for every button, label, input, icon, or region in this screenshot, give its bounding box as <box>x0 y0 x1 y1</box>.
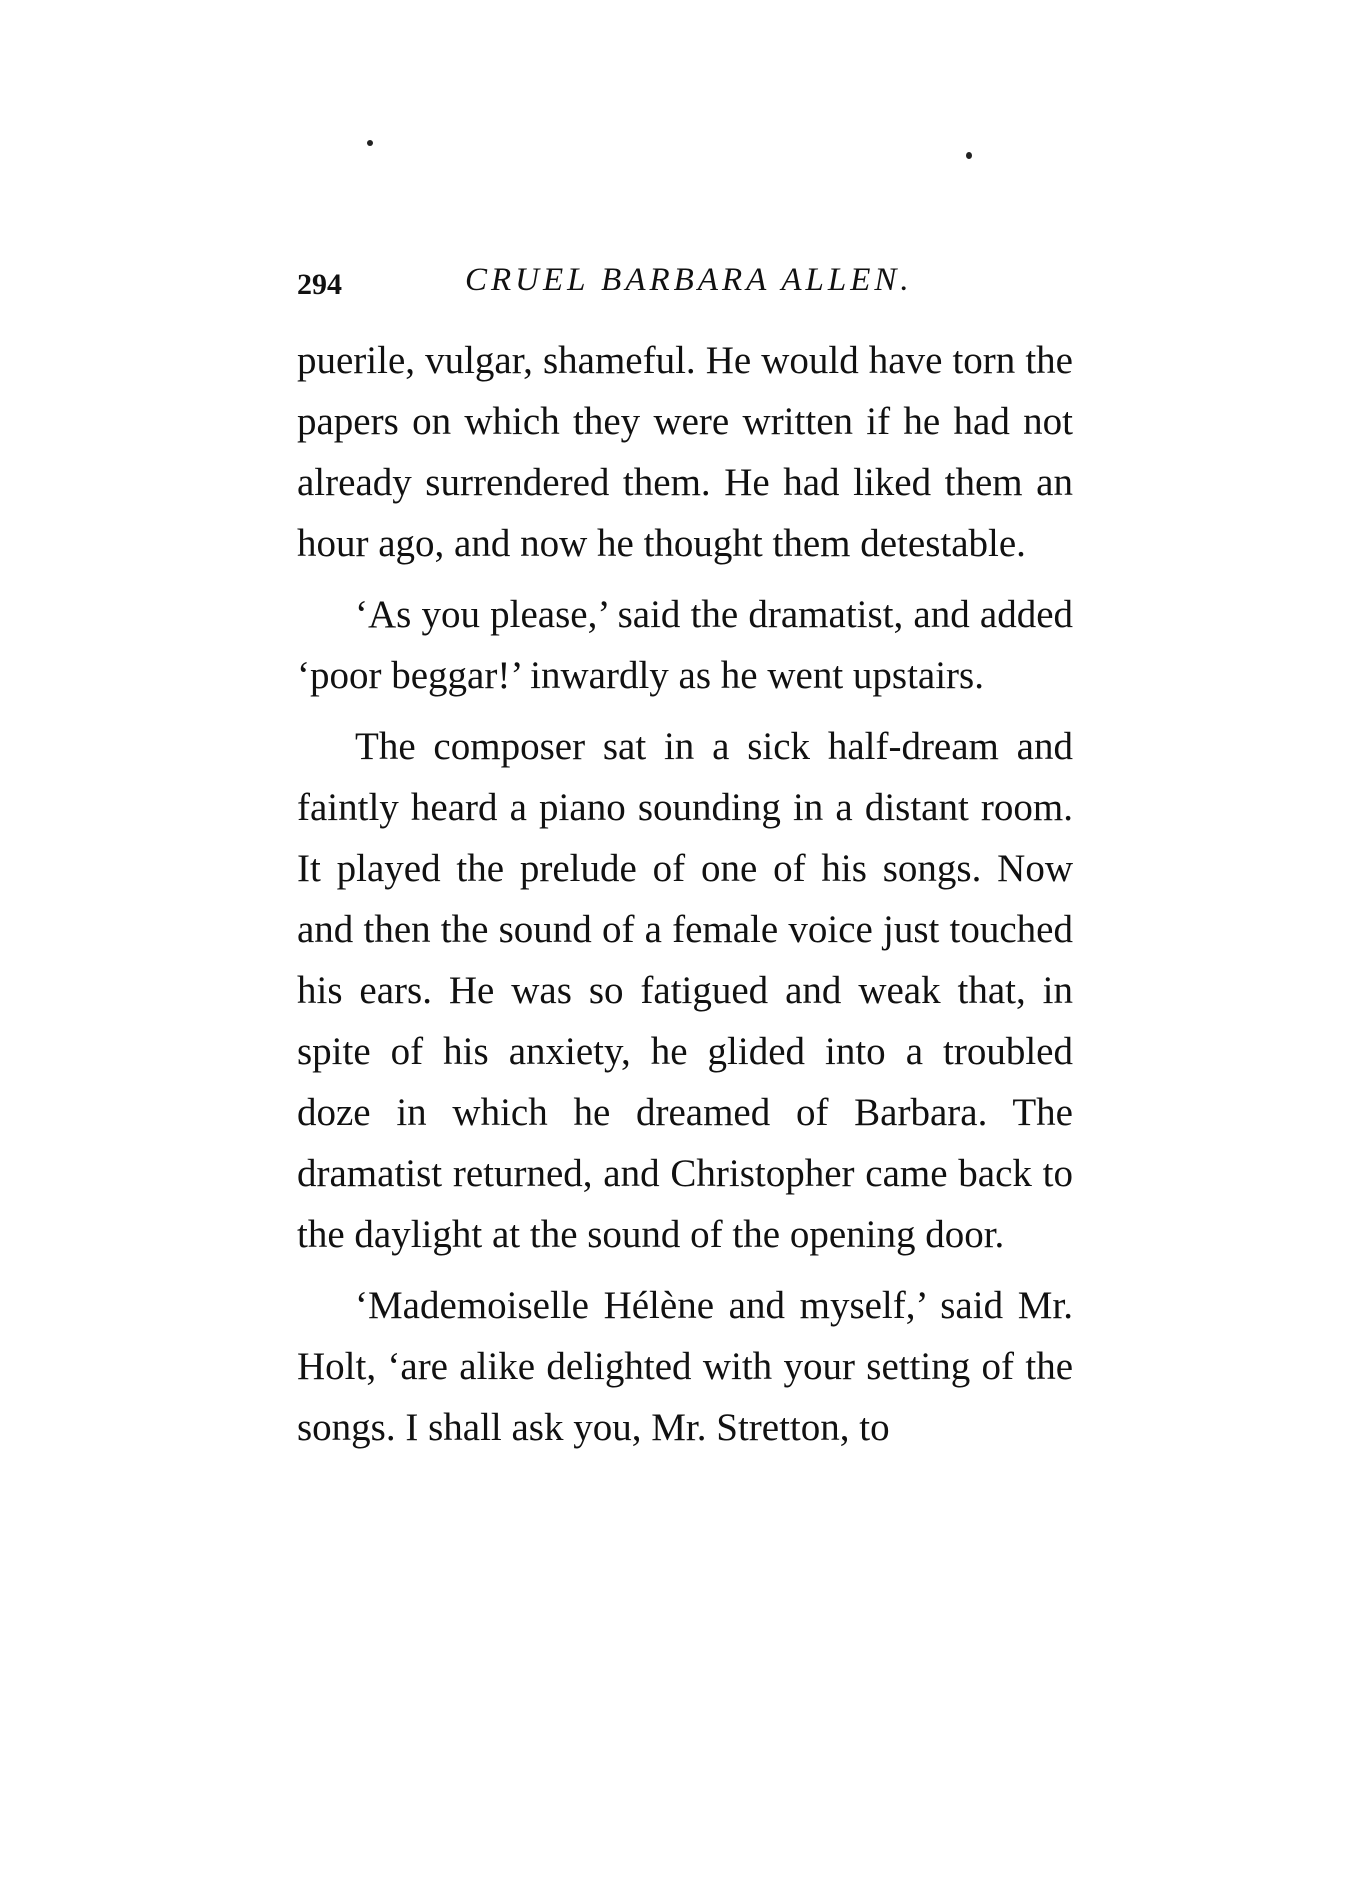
ink-speck <box>966 152 972 159</box>
page-header <box>297 262 1077 312</box>
paragraph: ‘As you please,’ said the dramatist, and added ‘poor beggar!’ inwardly as he went upstairs. <box>297 593 1073 697</box>
body-text <box>297 330 1073 1458</box>
paragraph: The composer sat in a sick half-dream and faintly heard a piano sounding in a distant room. It played the prelude of one of his songs. Now and then the sound of a female voice just touched his ears. He was so fatigued and weak that, in spite of his anxiety, he glided into a troubled doze in which he dreamed of Barbara. The dramatist returned, and Christopher came back to the daylight at the sound of the opening door. <box>297 725 1073 1256</box>
ink-speck <box>367 140 373 146</box>
page-number: 294 <box>297 268 342 301</box>
paragraph: ‘Mademoiselle Hélène and myself,’ said Mr. Holt, ‘are alike delighted with your setting of the songs. I shall ask you, Mr. Stretton, to <box>297 1284 1073 1449</box>
running-title: CRUEL BARBARA ALLEN. <box>465 262 913 298</box>
paragraph: puerile, vulgar, shameful. He would have torn the papers on which they were written if he had not already surrendered them. He had liked them an hour ago, and now he thought them detestable. <box>297 339 1073 565</box>
